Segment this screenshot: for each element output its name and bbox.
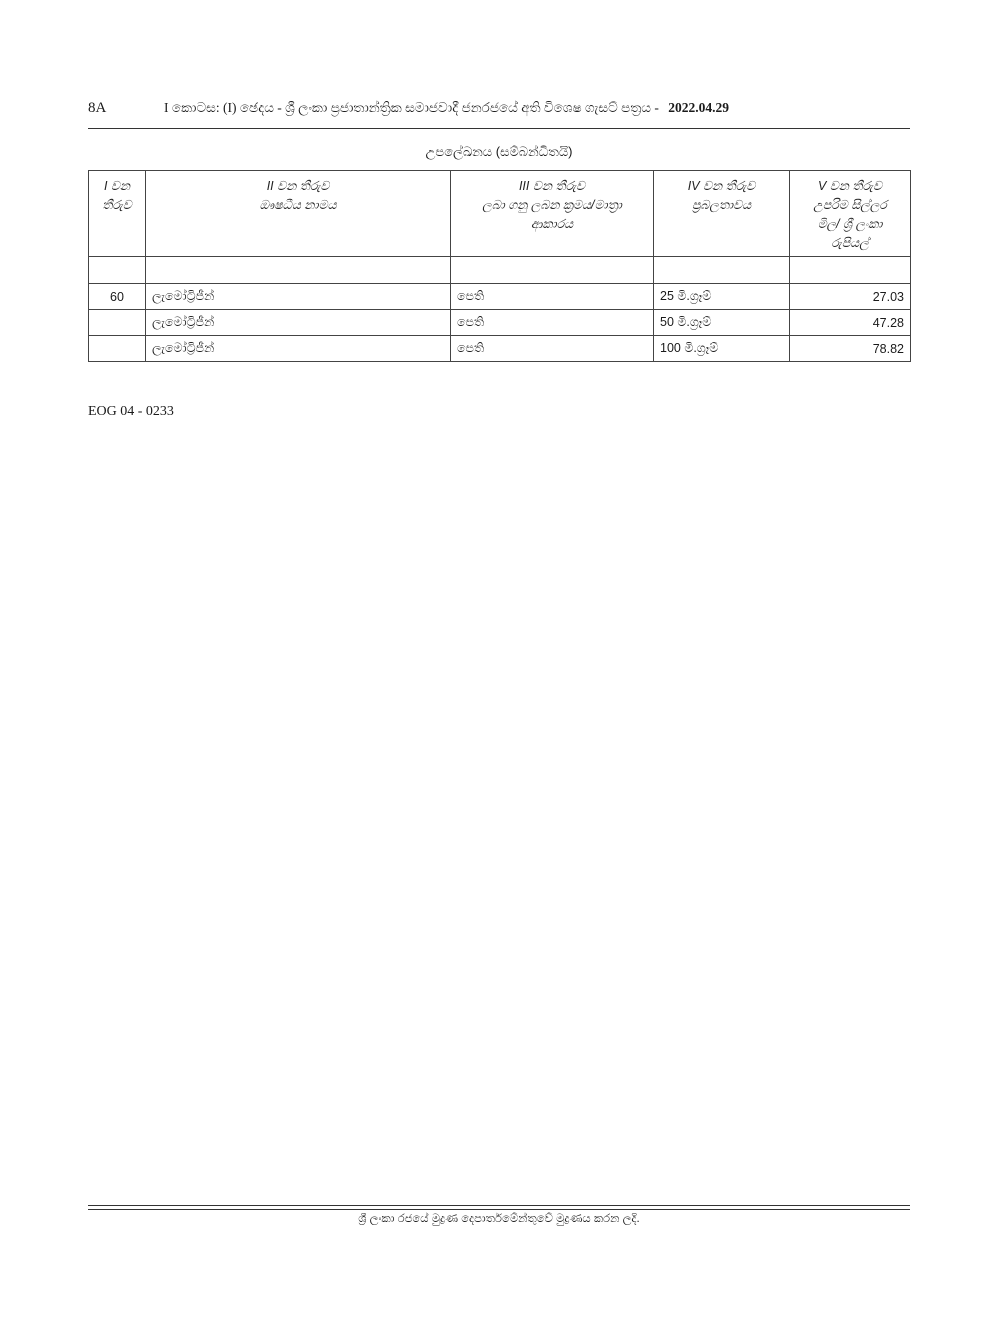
column-header-3-line2: ලබා ගනු ලබන ක්‍රමය/මාත්‍රා bbox=[482, 198, 622, 212]
column-header-3-line1: III වන තීරුව bbox=[518, 179, 586, 193]
schedule-table bbox=[88, 170, 911, 362]
column-header-3 bbox=[451, 171, 654, 257]
spacer-cell bbox=[790, 257, 911, 284]
dosage-form-cell: පෙති bbox=[451, 336, 654, 362]
annex-title: උපලේඛනය (සම්බන්ධිතයි) bbox=[425, 144, 573, 159]
printer-footer: ශ්‍රී ලංකා රජයේ මුද්‍රණ දෙපාර්තමේන්තුවේ මුද්‍රණය කරන ලදි. bbox=[358, 1213, 640, 1225]
column-header-1 bbox=[89, 171, 146, 257]
column-header-5 bbox=[790, 171, 911, 257]
drug-name-cell: ලැමෝට්‍රිජීන් bbox=[146, 336, 451, 362]
column-header-3-line3: ආකාරය bbox=[530, 217, 574, 231]
header-divider bbox=[88, 128, 910, 129]
price-cell: 78.82 bbox=[790, 336, 911, 362]
footer-divider-top bbox=[88, 1205, 910, 1206]
table-row bbox=[89, 284, 911, 310]
column-header-5-line4: රුපියල් bbox=[831, 236, 869, 250]
column-header-1-line1: I වන bbox=[103, 179, 131, 193]
item-number-cell bbox=[89, 336, 146, 362]
column-header-2 bbox=[146, 171, 451, 257]
price-cell: 47.28 bbox=[790, 310, 911, 336]
table-row bbox=[89, 336, 911, 362]
column-header-2-line1: II වන තීරුව bbox=[266, 179, 330, 193]
item-number-cell: 60 bbox=[89, 284, 146, 310]
column-header-5-line3: මිල/ ශ්‍රී ලංකා bbox=[817, 217, 883, 231]
column-header-2-line2: ඖෂධීය නාමය bbox=[259, 198, 337, 212]
footer-divider-bottom bbox=[88, 1209, 910, 1210]
table-header-row bbox=[89, 171, 911, 257]
table-row bbox=[89, 310, 911, 336]
dosage-form-cell: පෙති bbox=[451, 310, 654, 336]
column-header-4-line1: IV වන තීරුව bbox=[687, 179, 756, 193]
column-header-4-line2: ප්‍රබලතාවය bbox=[691, 198, 752, 212]
dosage-form-cell: පෙති bbox=[451, 284, 654, 310]
gazette-title bbox=[164, 100, 729, 116]
column-header-1-line2: තීරුව bbox=[102, 198, 132, 212]
reference-number: EOG 04 - 0233 bbox=[88, 404, 174, 419]
table-spacer-row bbox=[89, 257, 911, 284]
spacer-cell bbox=[89, 257, 146, 284]
spacer-cell bbox=[654, 257, 790, 284]
drug-name-cell: ලැමෝට්‍රිජීන් bbox=[146, 310, 451, 336]
price-cell: 27.03 bbox=[790, 284, 911, 310]
spacer-cell bbox=[451, 257, 654, 284]
gazette-title-text: I කොටස: (I) ඡෙදය - ශ්‍රී ලංකා ප්‍රජාතාන්ත්‍රික සමාජවාදී ජනරජයේ අති විශෙෂ ගැසට් පත්‍රය - bbox=[164, 100, 659, 115]
strength-cell: 50 මි.ග්‍රෑම් bbox=[654, 310, 790, 336]
column-header-4 bbox=[654, 171, 790, 257]
page-header bbox=[88, 100, 910, 124]
spacer-cell bbox=[146, 257, 451, 284]
strength-cell: 100 මි.ග්‍රෑම් bbox=[654, 336, 790, 362]
drug-name-cell: ලැමෝට්‍රිජීන් bbox=[146, 284, 451, 310]
gazette-date: 2022.04.29 bbox=[668, 100, 729, 115]
column-header-5-line1: V වන තීරුව bbox=[817, 179, 882, 193]
strength-cell: 25 මි.ග්‍රෑම් bbox=[654, 284, 790, 310]
item-number-cell bbox=[89, 310, 146, 336]
column-header-5-line2: උපරිම සිල්ලර bbox=[813, 198, 887, 212]
page-number: 8A bbox=[88, 100, 107, 116]
